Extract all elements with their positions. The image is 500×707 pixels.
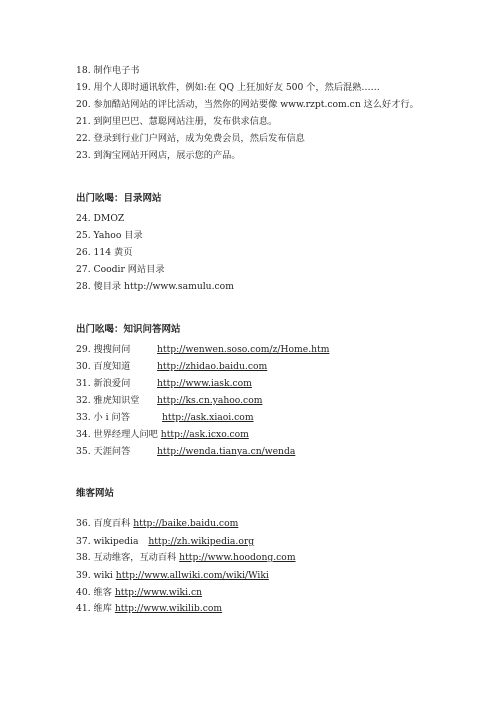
item-name: 维库 [93,603,112,614]
list-item [76,570,269,582]
list-item [76,65,139,77]
item-number: 27. [76,264,91,275]
item-number: 21. [76,116,91,127]
section-heading-qa: 出门吆喝：知识问答网站 [76,324,181,335]
item-number: 23. [76,150,91,161]
item-number: 20. [76,99,91,110]
item-link[interactable]: http://www.wikilib.com [114,603,223,614]
list-item [76,446,296,458]
item-number: 39. [76,570,91,581]
item-text: 到淘宝网站开网店，展示您的产品。 [93,150,241,161]
item-text: 制作电子书 [93,65,140,76]
item-text: Yahoo 目录 [93,230,143,241]
item-text: 参加酷站网站的评比活动，当然你的网站要像 www.rzpt.com.cn 这么好才行。 [93,99,419,110]
list-item [76,230,143,242]
item-text: 114 黄页 [93,247,133,258]
item-link[interactable]: http://zh.wikipedia.org [148,536,255,547]
item-text: 登录到行业门户网站，成为免费会员，然后发布信息 [93,133,305,144]
item-link[interactable]: http://www.iask.com [157,378,252,389]
item-text: 傻目录 http://www.samulu.com [93,281,234,292]
item-link[interactable]: http://wenda.tianya.cn/wenda [157,446,296,457]
item-number: 31. [76,378,91,389]
item-number: 40. [76,587,91,598]
list-item [76,395,263,407]
list-item [76,213,124,225]
section-heading-wiki: 维客网站 [76,488,115,499]
list-item [76,603,222,615]
item-number: 37. [76,536,91,547]
item-text: 到阿里巴巴、慧聪网站注册，发布供求信息。 [93,116,278,127]
item-name: 百度百科 [93,518,131,529]
item-number: 32. [76,395,91,406]
item-name: 小 i 问答 [93,412,130,423]
list-item [76,536,254,548]
list-item [76,344,330,356]
item-link[interactable]: http://zhidao.baidu.com [157,361,268,372]
item-text: Coodir 网站目录 [93,264,165,275]
item-link[interactable]: http://www.wiki.cn [114,587,203,598]
section-heading-directory: 出门吆喝：目录网站 [76,193,162,204]
item-name: 新浪爱问 [93,378,131,389]
item-name: 维客 [93,587,112,598]
list-item [76,429,249,441]
item-number: 22. [76,133,91,144]
list-item [76,247,132,259]
item-text: 用个人即时通讯软件，例如:在 QQ 上狂加好友 500 个，然后混熟…… [93,82,380,93]
item-link[interactable]: http://www.hoodong.com [179,552,296,563]
item-name: wikipedia [93,536,139,547]
list-item [76,518,238,530]
item-number: 29. [76,344,91,355]
item-number: 24. [76,213,91,224]
item-link[interactable]: http://ask.icxo.com [160,429,249,440]
item-name: 百度知道 [93,361,131,372]
item-number: 18. [76,65,91,76]
item-name: 雅虎知识堂 [93,395,140,406]
item-number: 26. [76,247,91,258]
item-number: 34. [76,429,91,440]
item-link[interactable]: http://www.allwiki.com/wiki/Wiki [115,570,269,581]
list-item [76,82,380,94]
item-name: 搜搜问问 [93,344,131,355]
item-number: 33. [76,412,91,423]
item-number: 25. [76,230,91,241]
item-number: 19. [76,82,91,93]
item-link[interactable]: http://baike.baidu.com [133,518,239,529]
item-number: 36. [76,518,91,529]
item-number: 28. [76,281,91,292]
item-name: 天涯问答 [93,446,131,457]
item-link[interactable]: http://wenwen.soso.com/z/Home.htm [157,344,330,355]
item-number: 30. [76,361,91,372]
item-number: 38. [76,552,91,563]
list-item [76,361,268,373]
item-name: 互动维客，互动百科 [93,552,177,563]
item-number: 41. [76,603,91,614]
item-number: 35. [76,446,91,457]
list-item [76,281,234,293]
list-item [76,133,305,145]
list-item [76,587,202,599]
list-item [76,378,252,390]
item-name: wiki [93,570,113,581]
list-item [76,116,277,128]
list-item [76,99,419,111]
list-item [76,150,241,162]
list-item [76,264,165,276]
item-link[interactable]: http://ask.xiaoi.com [162,412,254,423]
item-name: 世界经理人问吧 [93,429,158,440]
list-item [76,552,296,564]
item-link[interactable]: http://ks.cn.yahoo.com [157,395,263,406]
item-text: DMOZ [93,213,125,224]
list-item [76,412,254,424]
